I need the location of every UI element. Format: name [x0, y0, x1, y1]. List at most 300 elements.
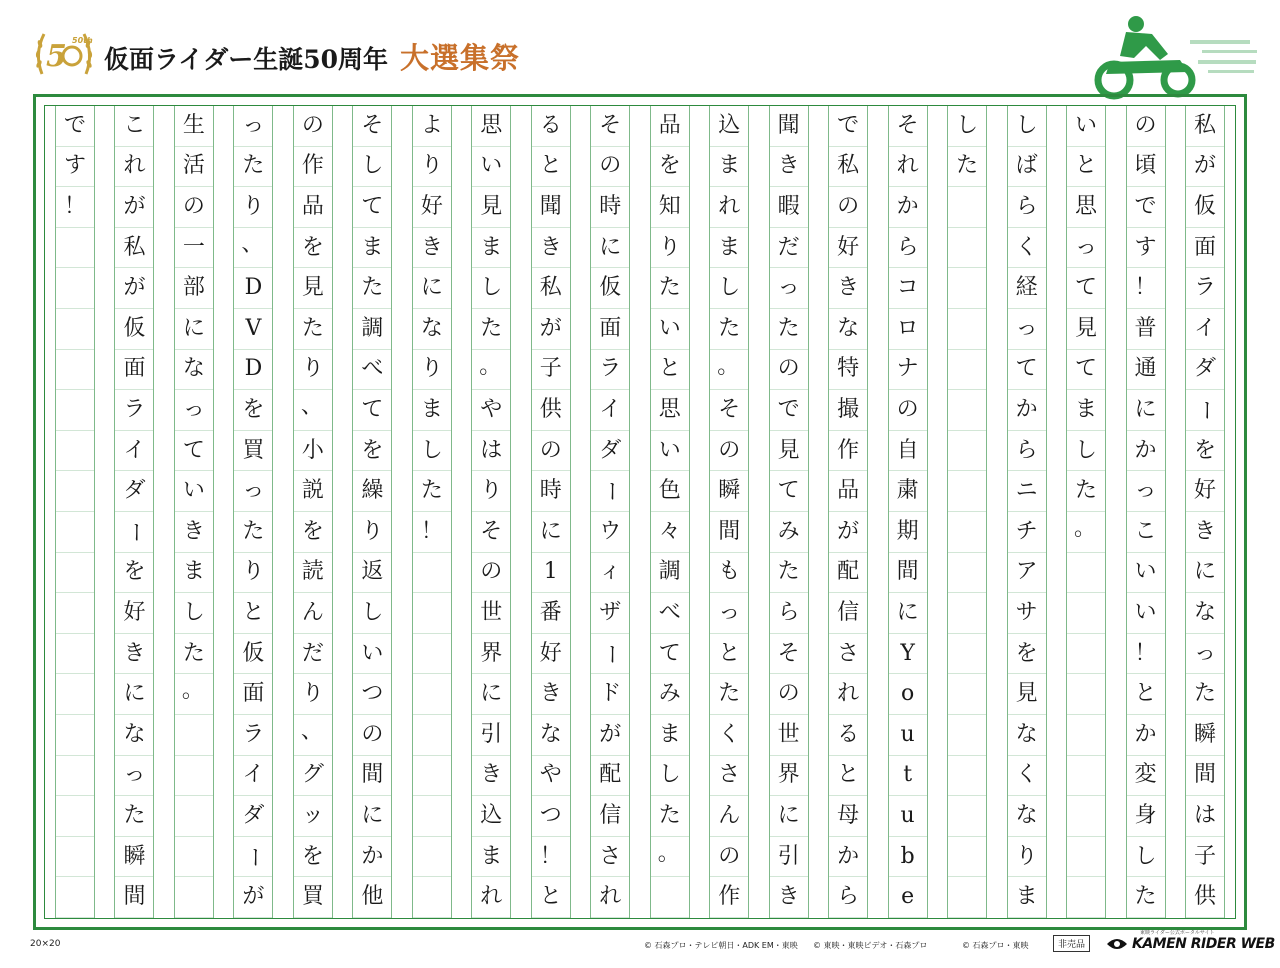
manuscript-cell: そ — [353, 106, 391, 147]
manuscript-cell: き — [175, 512, 213, 553]
manuscript-cell: い — [175, 471, 213, 512]
manuscript-cell: た — [710, 309, 748, 350]
manuscript-cell: 引 — [472, 715, 510, 756]
manuscript-cell: ま — [472, 837, 510, 878]
manuscript-cell: 品 — [651, 106, 689, 147]
manuscript-cell: ダ — [234, 796, 272, 837]
manuscript-cell: ラ — [1186, 268, 1224, 309]
manuscript-cell: と — [1127, 674, 1165, 715]
manuscript-cell: 色 — [651, 471, 689, 512]
manuscript-cell: 世 — [770, 715, 808, 756]
manuscript-cell — [948, 350, 986, 391]
manuscript-cell — [948, 390, 986, 431]
manuscript-cell: も — [710, 553, 748, 594]
manuscript-cell: ！ — [532, 837, 570, 878]
manuscript-cell: 変 — [1127, 756, 1165, 797]
manuscript-cell: り — [1008, 837, 1046, 878]
manuscript-cell: 子 — [532, 350, 570, 391]
manuscript-cell — [56, 268, 94, 309]
manuscript-cell: て — [353, 187, 391, 228]
manuscript-cell: が — [234, 877, 272, 918]
manuscript-cell: か — [1008, 390, 1046, 431]
manuscript-cell: き — [829, 268, 867, 309]
manuscript-cell: 仮 — [1186, 187, 1224, 228]
manuscript-cell — [1067, 796, 1105, 837]
manuscript-cell: は — [1186, 796, 1224, 837]
kamen-rider-web-logo: KAMEN RIDER WEB — [1132, 936, 1275, 952]
manuscript-cell: し — [948, 106, 986, 147]
manuscript-cell: 。 — [651, 837, 689, 878]
manuscript-column-20 — [55, 106, 95, 918]
manuscript-cell: 作 — [294, 147, 332, 188]
manuscript-cell: ラ — [234, 715, 272, 756]
manuscript-cell: ウ — [591, 512, 629, 553]
manuscript-cell — [1067, 715, 1105, 756]
manuscript-cell — [413, 674, 451, 715]
manuscript-cell: 引 — [770, 837, 808, 878]
manuscript-cell — [56, 796, 94, 837]
manuscript-cell: 信 — [829, 593, 867, 634]
manuscript-cell: と — [710, 634, 748, 675]
manuscript-cell: 供 — [532, 390, 570, 431]
manuscript-cell — [175, 756, 213, 797]
manuscript-cell: よ — [413, 106, 451, 147]
manuscript-cell: そ — [472, 512, 510, 553]
manuscript-cell: っ — [175, 390, 213, 431]
manuscript-cell: 仮 — [591, 268, 629, 309]
manuscript-cell: の — [710, 431, 748, 472]
manuscript-cell: す — [1127, 228, 1165, 269]
manuscript-cell: 普 — [1127, 309, 1165, 350]
manuscript-cell: に — [532, 512, 570, 553]
manuscript-cell: て — [770, 471, 808, 512]
manuscript-column-14 — [412, 106, 452, 918]
manuscript-cell: 思 — [472, 106, 510, 147]
copyright-2: © 東映・東映ビデオ・石森プロ — [813, 941, 928, 950]
copyright-1: © 石森プロ・テレビ朝日・ADK EM・東映 — [644, 941, 798, 950]
manuscript-cell: ザ — [591, 593, 629, 634]
manuscript-cell — [56, 877, 94, 918]
manuscript-cell: 私 — [115, 228, 153, 269]
manuscript-cell: そ — [710, 390, 748, 431]
manuscript-cell: 通 — [1127, 350, 1165, 391]
manuscript-cell: ん — [294, 593, 332, 634]
manuscript-cell: っ — [710, 593, 748, 634]
manuscript-cell: ラ — [115, 390, 153, 431]
manuscript-cell: み — [651, 674, 689, 715]
manuscript-cell: 世 — [472, 593, 510, 634]
manuscript-cell: れ — [472, 877, 510, 918]
manuscript-cell: い — [651, 431, 689, 472]
manuscript-cell: べ — [353, 350, 391, 391]
manuscript-cell — [948, 309, 986, 350]
manuscript-cell: り — [651, 228, 689, 269]
manuscript-cell: 瞬 — [710, 471, 748, 512]
manuscript-cell: り — [472, 471, 510, 512]
manuscript-cell: た — [472, 309, 510, 350]
manuscript-cell: D — [234, 268, 272, 309]
manuscript-cell: な — [1186, 593, 1224, 634]
manuscript-cell: イ — [234, 756, 272, 797]
manuscript-cell: 好 — [829, 228, 867, 269]
manuscript-cell: っ — [115, 756, 153, 797]
manuscript-cell: か — [889, 187, 927, 228]
manuscript-cell: 界 — [770, 756, 808, 797]
manuscript-cell: 知 — [651, 187, 689, 228]
manuscript-cell: 読 — [294, 553, 332, 594]
manuscript-cell: 仮 — [234, 634, 272, 675]
manuscript-cell: ダ — [591, 431, 629, 472]
manuscript-cell — [948, 431, 986, 472]
manuscript-cell: ！ — [1127, 634, 1165, 675]
manuscript-cell: し — [1127, 837, 1165, 878]
manuscript-cell: 間 — [710, 512, 748, 553]
manuscript-cell — [948, 471, 986, 512]
manuscript-cell — [948, 268, 986, 309]
manuscript-column-17 — [233, 106, 273, 918]
manuscript-cell: ア — [1008, 553, 1046, 594]
manuscript-cell: は — [472, 431, 510, 472]
manuscript-cell: 見 — [1067, 309, 1105, 350]
manuscript-cell: き — [770, 877, 808, 918]
manuscript-cell: 品 — [294, 187, 332, 228]
manuscript-cell: し — [353, 593, 391, 634]
manuscript-cell — [56, 431, 94, 472]
manuscript-cell — [56, 309, 94, 350]
manuscript-cell: み — [770, 512, 808, 553]
manuscript-cell: に — [175, 309, 213, 350]
manuscript-cell: ！ — [413, 512, 451, 553]
rider-motorcycle-illustration — [1090, 10, 1260, 100]
manuscript-cell: て — [1067, 268, 1105, 309]
manuscript-cell: の — [532, 431, 570, 472]
50th-badge-text: 50th — [72, 36, 93, 45]
manuscript-cell: 調 — [651, 553, 689, 594]
manuscript-cell: を — [1008, 634, 1046, 675]
manuscript-cell — [948, 512, 986, 553]
manuscript-cell — [948, 837, 986, 878]
manuscript-cell: ィ — [591, 553, 629, 594]
manuscript-cell: 。 — [1067, 512, 1105, 553]
manuscript-cell: た — [175, 634, 213, 675]
manuscript-column-13 — [471, 106, 511, 918]
manuscript-cell: れ — [591, 877, 629, 918]
manuscript-cell: や — [472, 390, 510, 431]
manuscript-cell — [1067, 553, 1105, 594]
manuscript-cell: に — [770, 796, 808, 837]
manuscript-cell: し — [175, 593, 213, 634]
manuscript-cell: と — [829, 756, 867, 797]
manuscript-cell: で — [56, 106, 94, 147]
manuscript-cell — [948, 593, 986, 634]
site-subtitle: 東映ライダー公式ポータルサイト — [1140, 930, 1215, 936]
manuscript-cell: ー — [1186, 390, 1224, 431]
manuscript-cell: た — [1127, 877, 1165, 918]
manuscript-cell: 面 — [1186, 228, 1224, 269]
manuscript-cell — [175, 837, 213, 878]
manuscript-cell: な — [1008, 796, 1046, 837]
manuscript-cell: っ — [234, 471, 272, 512]
manuscript-cell — [1067, 837, 1105, 878]
manuscript-cell: い — [651, 309, 689, 350]
manuscript-cell: に — [591, 228, 629, 269]
manuscript-cell: っ — [1008, 309, 1046, 350]
manuscript-cell: イ — [1186, 309, 1224, 350]
manuscript-cell: の — [1127, 106, 1165, 147]
manuscript-cell: ま — [1067, 390, 1105, 431]
manuscript-cell: き — [115, 634, 153, 675]
manuscript-cell: に — [353, 796, 391, 837]
manuscript-cell: の — [353, 715, 391, 756]
manuscript-column-6 — [888, 106, 928, 918]
manuscript-cell: 面 — [591, 309, 629, 350]
manuscript-cell: さ — [829, 634, 867, 675]
manuscript-cell: の — [294, 106, 332, 147]
manuscript-cell — [56, 512, 94, 553]
manuscript-cell — [1067, 877, 1105, 918]
manuscript-cell: 生 — [175, 106, 213, 147]
manuscript-cell: 他 — [353, 877, 391, 918]
manuscript-cell: に — [1127, 390, 1165, 431]
manuscript-cell: れ — [889, 147, 927, 188]
not-for-sale-badge: 非売品 — [1053, 935, 1090, 952]
manuscript-cell: ド — [591, 674, 629, 715]
manuscript-cell: 品 — [829, 471, 867, 512]
manuscript-cell — [413, 837, 451, 878]
manuscript-cell: ら — [829, 877, 867, 918]
manuscript-cell: ニ — [1008, 471, 1046, 512]
manuscript-cell: に — [413, 268, 451, 309]
manuscript-cell — [175, 877, 213, 918]
manuscript-cell: を — [1186, 431, 1224, 472]
manuscript-cell: 暇 — [770, 187, 808, 228]
manuscript-column-15 — [352, 106, 392, 918]
manuscript-cell: た — [294, 309, 332, 350]
manuscript-cell: ッ — [294, 796, 332, 837]
manuscript-cell: れ — [115, 147, 153, 188]
manuscript-cell: て — [1067, 350, 1105, 391]
manuscript-cell: 。 — [175, 674, 213, 715]
manuscript-cell: か — [1127, 715, 1165, 756]
manuscript-cell: き — [1186, 512, 1224, 553]
manuscript-column-3 — [1066, 106, 1106, 918]
manuscript-cell: 頃 — [1127, 147, 1165, 188]
manuscript-cell — [56, 350, 94, 391]
manuscript-cell — [56, 837, 94, 878]
manuscript-cell: 時 — [591, 187, 629, 228]
manuscript-cell: ダ — [115, 471, 153, 512]
manuscript-cell: に — [472, 674, 510, 715]
manuscript-cell: 好 — [413, 187, 451, 228]
grid-size-label: 20×20 — [30, 939, 61, 949]
manuscript-cell: た — [770, 553, 808, 594]
manuscript-cell: き — [532, 228, 570, 269]
manuscript-cell: を — [115, 553, 153, 594]
manuscript-column-1 — [1185, 106, 1225, 918]
manuscript-cell: ら — [1008, 187, 1046, 228]
manuscript-column-8 — [769, 106, 809, 918]
manuscript-cell: ば — [1008, 147, 1046, 188]
manuscript-cell: が — [115, 268, 153, 309]
manuscript-cell — [413, 634, 451, 675]
manuscript-cell: と — [651, 350, 689, 391]
manuscript-column-7 — [828, 106, 868, 918]
manuscript-cell: れ — [829, 674, 867, 715]
manuscript-cell: 母 — [829, 796, 867, 837]
manuscript-cell: れ — [710, 187, 748, 228]
manuscript-cell: サ — [1008, 593, 1046, 634]
manuscript-cell: と — [234, 593, 272, 634]
manuscript-cell: で — [1127, 187, 1165, 228]
title-main: 仮面ライダー生誕50周年 — [104, 45, 389, 74]
manuscript-cell — [948, 674, 986, 715]
manuscript-cell: ん — [710, 796, 748, 837]
manuscript-cell: こ — [1127, 512, 1165, 553]
manuscript-cell: 買 — [294, 877, 332, 918]
manuscript-cell: 撮 — [829, 390, 867, 431]
manuscript-cell: り — [294, 350, 332, 391]
manuscript-cell: イ — [115, 431, 153, 472]
manuscript-cell — [56, 674, 94, 715]
title-festival: 大選集祭 — [400, 41, 521, 75]
manuscript-cell: 好 — [115, 593, 153, 634]
manuscript-cell: り — [294, 674, 332, 715]
manuscript-cell: た — [1067, 471, 1105, 512]
manuscript-cell: る — [829, 715, 867, 756]
manuscript-cell — [413, 877, 451, 918]
manuscript-cell: こ — [115, 106, 153, 147]
manuscript-cell: 調 — [353, 309, 391, 350]
manuscript-cell: 思 — [1067, 187, 1105, 228]
manuscript-cell: 時 — [532, 471, 570, 512]
manuscript-cell: べ — [651, 593, 689, 634]
manuscript-cell: Y — [889, 634, 927, 675]
manuscript-cell: e — [889, 877, 927, 918]
manuscript-cell: 私 — [829, 147, 867, 188]
manuscript-cell — [413, 593, 451, 634]
manuscript-cell: そ — [591, 106, 629, 147]
manuscript-cell: ま — [651, 715, 689, 756]
manuscript-cell: 、 — [294, 390, 332, 431]
manuscript-cell: 説 — [294, 471, 332, 512]
manuscript-cell: に — [1186, 553, 1224, 594]
manuscript-cell: の — [175, 187, 213, 228]
manuscript-cell — [948, 877, 986, 918]
manuscript-cell: イ — [591, 390, 629, 431]
manuscript-cell: グ — [294, 756, 332, 797]
manuscript-cell: で — [829, 106, 867, 147]
manuscript-cell: 繰 — [353, 471, 391, 512]
manuscript-cell: に — [115, 674, 153, 715]
manuscript-cell — [948, 634, 986, 675]
copyright-3: © 石森プロ・東映 — [962, 941, 1029, 950]
manuscript-cell — [651, 877, 689, 918]
manuscript-cell: 特 — [829, 350, 867, 391]
manuscript-cell: 込 — [472, 796, 510, 837]
manuscript-cell: ま — [1008, 877, 1046, 918]
svg-text:5: 5 — [46, 39, 67, 74]
manuscript-cell: o — [889, 674, 927, 715]
manuscript-cell: な — [829, 309, 867, 350]
manuscript-cell: 配 — [591, 756, 629, 797]
manuscript-cell: い — [353, 634, 391, 675]
manuscript-cell: ま — [353, 228, 391, 269]
manuscript-cell: し — [651, 756, 689, 797]
manuscript-cell: 子 — [1186, 837, 1224, 878]
manuscript-cell: っ — [234, 106, 272, 147]
manuscript-cell: ま — [710, 147, 748, 188]
manuscript-cell: ま — [710, 228, 748, 269]
manuscript-cell: 小 — [294, 431, 332, 472]
manuscript-cell: た — [413, 471, 451, 512]
manuscript-cell: V — [234, 309, 272, 350]
manuscript-cell — [413, 796, 451, 837]
manuscript-cell: 自 — [889, 431, 927, 472]
manuscript-cell: り — [413, 147, 451, 188]
manuscript-cell — [56, 756, 94, 797]
manuscript-sheet — [33, 94, 1247, 930]
manuscript-cell: ラ — [591, 350, 629, 391]
manuscript-cell: ー — [591, 471, 629, 512]
manuscript-cell: が — [532, 309, 570, 350]
manuscript-cell: な — [175, 350, 213, 391]
manuscript-cell: り — [234, 187, 272, 228]
manuscript-cell: チ — [1008, 512, 1046, 553]
manuscript-cell: 活 — [175, 147, 213, 188]
manuscript-cell: つ — [353, 674, 391, 715]
manuscript-cell: D — [234, 350, 272, 391]
manuscript-column-19 — [114, 106, 154, 918]
manuscript-cell: の — [770, 350, 808, 391]
manuscript-cell — [413, 715, 451, 756]
manuscript-cell: し — [472, 268, 510, 309]
manuscript-cell: し — [1067, 431, 1105, 472]
manuscript-cell: ナ — [889, 350, 927, 391]
manuscript-cell: 好 — [1186, 471, 1224, 512]
manuscript-cell: し — [353, 147, 391, 188]
manuscript-cell: 間 — [115, 877, 153, 918]
manuscript-cell: の — [889, 390, 927, 431]
manuscript-cell: ま — [413, 390, 451, 431]
manuscript-cell: 間 — [1186, 756, 1224, 797]
manuscript-cell — [948, 715, 986, 756]
manuscript-cell: 番 — [532, 593, 570, 634]
manuscript-cell: い — [472, 147, 510, 188]
page-title — [104, 36, 520, 76]
manuscript-cell — [948, 228, 986, 269]
manuscript-cell: っ — [770, 268, 808, 309]
manuscript-cell: な — [532, 715, 570, 756]
manuscript-cell: 聞 — [532, 187, 570, 228]
manuscript-cell: 間 — [353, 756, 391, 797]
manuscript-column-5 — [947, 106, 987, 918]
manuscript-cell: 々 — [651, 512, 689, 553]
manuscript-column-12 — [531, 106, 571, 918]
manuscript-cell — [175, 796, 213, 837]
manuscript-cell: が — [115, 187, 153, 228]
manuscript-cell: た — [234, 147, 272, 188]
manuscript-cell — [56, 715, 94, 756]
manuscript-cell: が — [829, 512, 867, 553]
manuscript-cell: コ — [889, 268, 927, 309]
manuscript-cell: き — [770, 147, 808, 188]
manuscript-cell — [56, 593, 94, 634]
manuscript-grid — [45, 106, 1235, 918]
manuscript-cell: 作 — [829, 431, 867, 472]
manuscript-cell: な — [1008, 715, 1046, 756]
manuscript-cell: 信 — [591, 796, 629, 837]
manuscript-cell: な — [413, 309, 451, 350]
